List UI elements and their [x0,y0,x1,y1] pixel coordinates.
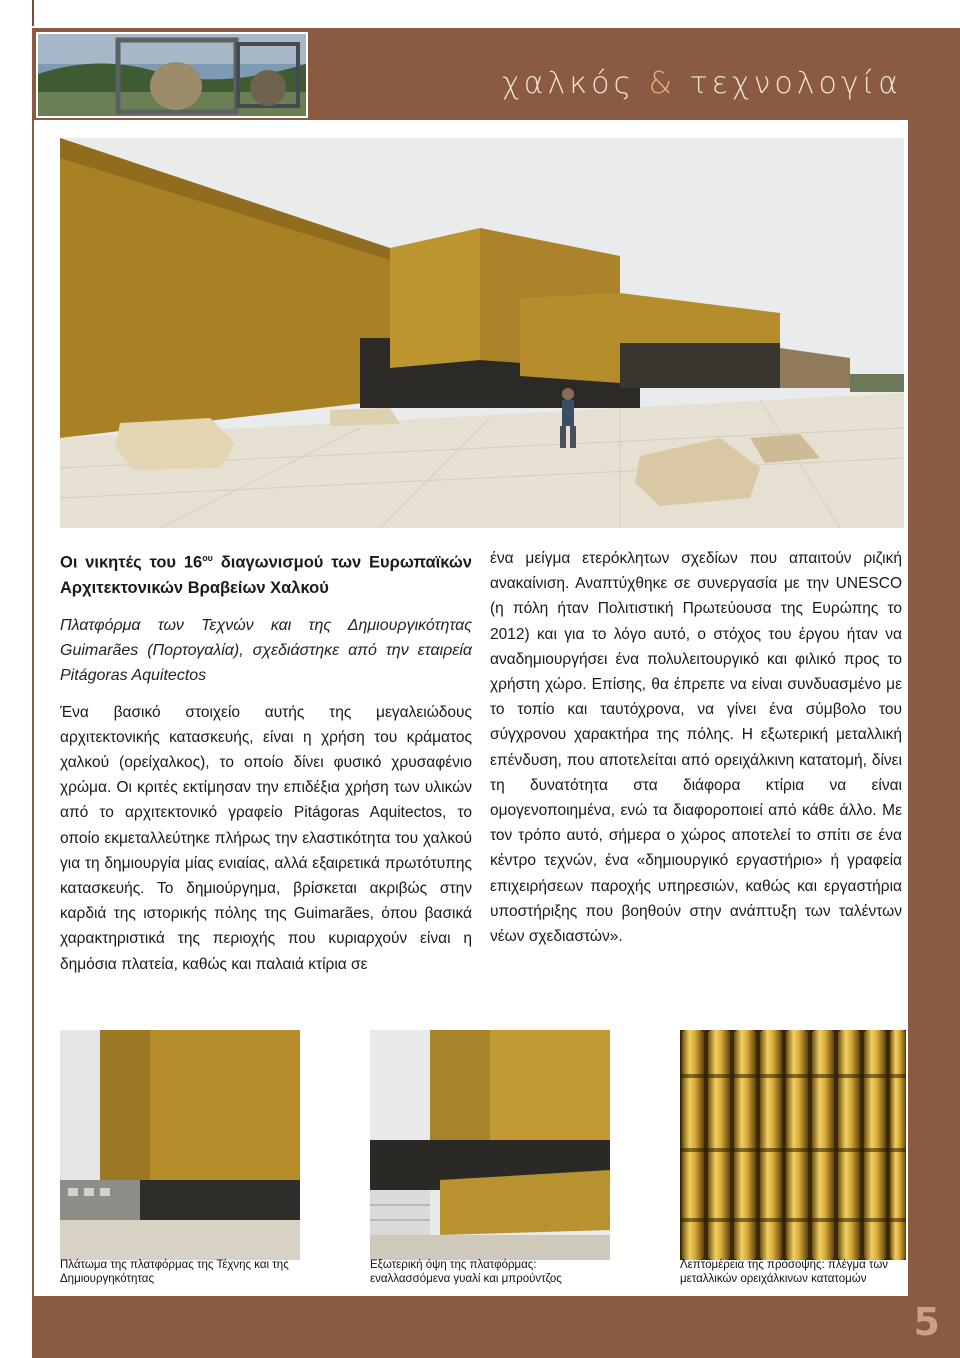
page-number: 5 [913,1300,940,1344]
title-word-copper: χαλκός [502,66,636,101]
title-ampersand: & [648,66,677,101]
heading-text-end: διαγωνισμού των Ευρωπαϊκών Αρχιτεκτονικών Βραβείων Χαλκού [60,553,472,597]
right-text-column [490,546,902,949]
photo-facade-detail [680,1030,906,1260]
title-word-technology: τεχνολογία [689,66,902,101]
heading-ordinal-suffix: ου [202,553,213,563]
caption-facade-detail: Λεπτομέρεια της πρόσοψης: πλέγμα των μεταλλικών ορειχάλκινων κατατομών [680,1259,889,1285]
article-heading [60,546,472,601]
section-title [502,66,902,101]
caption-exterior: Εξωτερική όψη της πλατφόρμας: εναλλασσόμενα γυαλί και μπρούντζος [370,1259,562,1285]
left-text-column [60,546,472,977]
footer-band [32,1296,960,1358]
article-body-right: ένα μείγμα ετερόκλητων σχεδίων που απαιτούν ριζική ανακαίνιση. Αναπτύχθηκε σε συνεργασία με την UNESCO (η πόλη ήταν Πολιτιστική Πρωτεύουσα της Ευρώπης το 2012) και για το λόγο αυτό, ο στόχος του έργου ήταν να αναδημιουργήσει ένα πολυλειτουργικό και φιλικό προς το χρήστη χώρο. Επίσης, θα έπρεπε να είναι συνδυασμένο με το τοπίο και ταυτόχρονα, να γίνει ένα σύμβολο του σύγχρονου χαρακτήρα της πόλης. Η εξωτερική μεταλλική επένδυση, που αποτελείται από ορειχάλκινη κατατομή, δίνει τη δυνατότητα στα διάφορα κτίρια να είναι ομογενοποιημένα, ενώ τα διαφοροποιεί από κάθε άλλο. Με τον τρόπο αυτό, σήμερα ο χώρος αποτελεί το σπίτι σε ένα κέντρο τεχνών, ένα «δημιουργικό εργαστήριο» ή γραφεία επιχειρήσεων παροχής υπηρεσιών, καθώς και εργαστήρια υποστήριξης που βοηθούν στην ανάπτυξη των ταλέντων νέων σχεδιαστών». [490,550,902,946]
header-rule [32,0,34,26]
article-subtitle: Πλατφόρμα των Τεχνών και της Δημιουργικότητας Guimarães (Πορτογαλία), σχεδιάστηκε από την εταιρεία Pitágoras Aquitectos [60,616,472,684]
hero-building-photo [60,138,904,528]
frame-right-strip [908,120,960,1300]
photo-platform-exterior [370,1030,610,1260]
heading-text-start: Οι νικητές του 16 [60,553,203,572]
photo-platform-plaza [60,1030,300,1260]
frame-left-rule [32,120,34,1296]
caption-plaza: Πλάτωμα της πλατφόρμας της Τέχνης και της Δημιουργηκότητας [60,1259,289,1285]
article-body-left: Ένα βασικό στοιχείο αυτής της μεγαλειώδους αρχιτεκτονικής κατασκευής, είναι η χρήση του κράματος χαλκού (ορείχαλκος), το οποίο δίνει φυσικό χρυσαφένιο χρώμα. Οι κριτές εκτίμησαν την επιδέξια χρήση των υλικών από το αρχιτεκτονικό γραφείο Pitágoras Aquitectos, το οποίο εκμεταλλεύτηκε πλήρως την ελαστικότητα του χαλκού για τη δημιουργία μίας ενιαίας, αλλά εξαιρετικά πρωτότυπης κατασκευής. Το δημιούργημα, βρίσκεται ακριβώς στην καρδιά της ιστορικής πόλης της Guimarães, όπου βασικά χαρακτηριστικά της περιοχής που κυριαρχούν είναι η δημόσια πλατεία, καθώς και παλαιά κτίρια σε [60,703,472,973]
header-thumbnail-photo [36,32,308,118]
